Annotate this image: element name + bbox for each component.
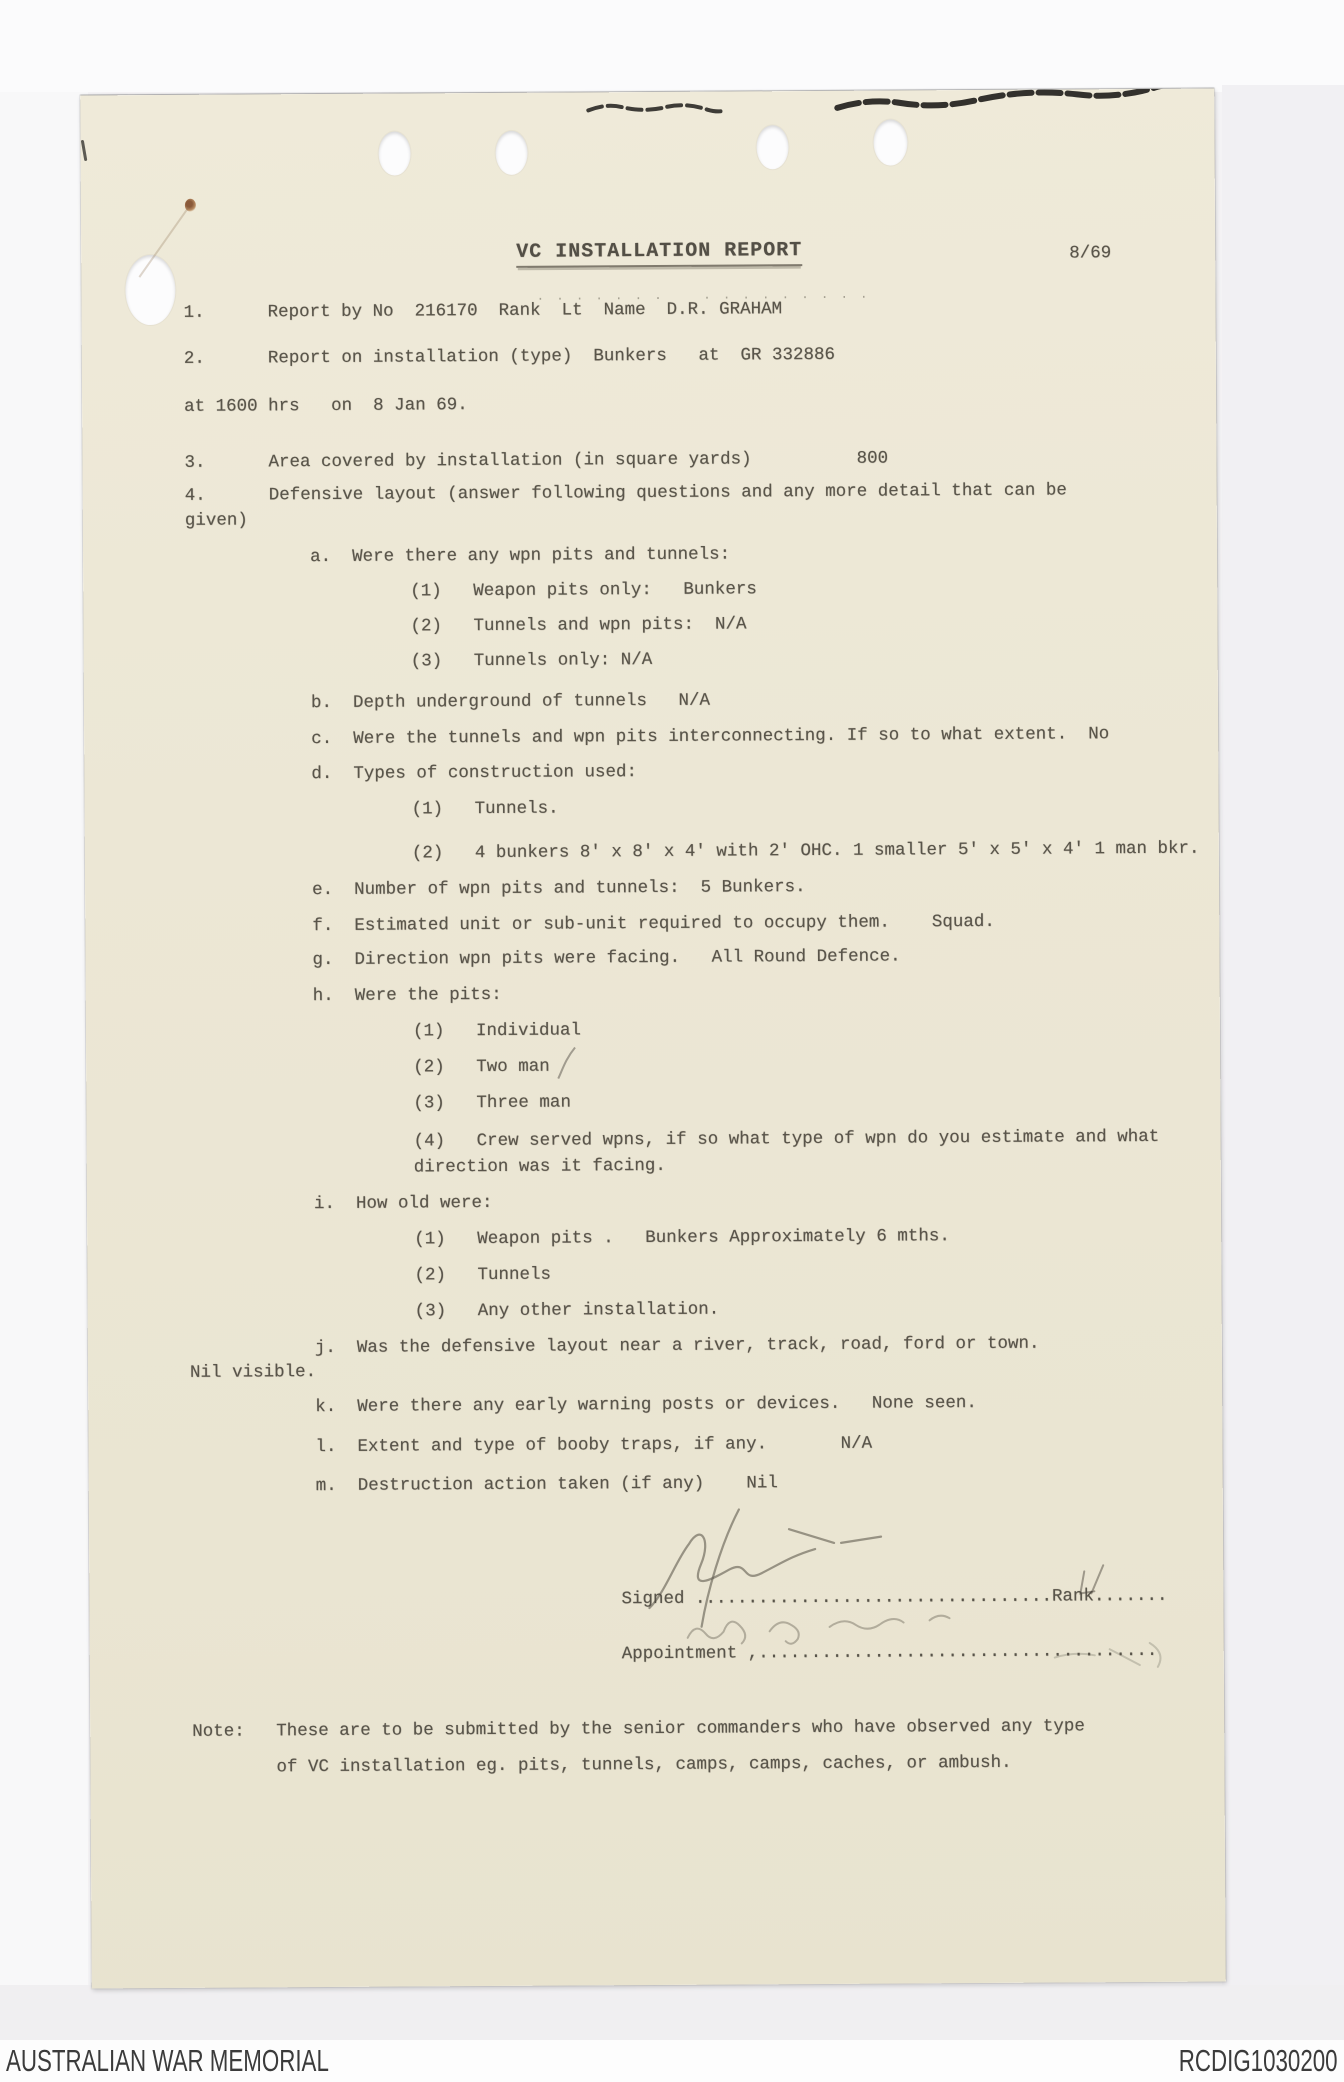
form-line-g: g. Direction wpn pits were facing. All Round Defence. <box>312 946 901 971</box>
page-reference: 8/69 <box>1069 243 1112 264</box>
form-line-a3: (3) Tunnels only: N/A <box>410 649 653 672</box>
two-man-tick-mark <box>558 1047 575 1078</box>
archive-footer-bar <box>0 2040 1344 2082</box>
form-line-h: h. Were the pits: <box>312 984 502 1007</box>
report-title: VC INSTALLATION REPORT <box>516 241 802 268</box>
hole-punch-icon <box>378 131 410 175</box>
form-line-j: j. Was the defensive layout near a river, track, road, ford or town. <box>314 1333 1040 1359</box>
form-line-c: c. Were the tunnels and wpn pits interconnecting. If so to what extent. No <box>311 724 1110 750</box>
signed-line: Signed ..................................Rank....... <box>621 1585 1168 1610</box>
handwriting-and-marks-layer <box>80 89 1226 1989</box>
scan-background-top <box>0 0 1344 92</box>
scan-background-right <box>1222 85 1344 1985</box>
form-line-d1: (1) Tunnels. <box>411 798 559 820</box>
note-line-2: of VC installation eg. pits, tunnels, camps, camps, caches, or ambush. <box>276 1752 1012 1778</box>
hole-punch-icon <box>125 255 175 325</box>
scanned-document-page <box>80 89 1226 1989</box>
appointment-handwriting <box>688 1616 950 1645</box>
archive-reference-id: RCDIG1030200 <box>1179 2043 1338 2078</box>
form-line-q1: 1. Report by No 216170 Rank Lt Name D.R. GRAHAM <box>183 299 783 323</box>
form-line-q4-cont: given) <box>184 510 248 531</box>
note-line-1: Note: These are to be submitted by the senior commanders who have observed any type <box>192 1716 1085 1742</box>
form-line-q3: 3. Area covered by installation (in square yards) 800 <box>184 448 889 473</box>
hole-punch-icon <box>495 131 527 175</box>
hole-punch-icon <box>873 119 907 165</box>
form-line-d2: (2) 4 bunkers 8' x 8' x 4' with 2' OHC. 1 smaller 5' x 5' x 4' 1 man bkr. <box>411 838 1200 864</box>
form-line-a1: (1) Weapon pits only: Bunkers <box>410 579 757 602</box>
signature-handwriting <box>649 1509 882 1627</box>
scan-background-left <box>0 92 88 1985</box>
form-line-k: k. Were there any early warning posts or devices. None seen. <box>315 1393 977 1418</box>
form-line-d: d. Types of construction used: <box>311 762 637 785</box>
form-line-l: l. Extent and type of booby traps, if any. N/A <box>315 1433 873 1458</box>
title-underline-artifact: . . . . . . . . . . . . . . . . <box>536 286 870 304</box>
form-line-e: e. Number of wpn pits and tunnels: 5 Bunkers. <box>312 877 806 901</box>
form-line-i3: (3) Any other installation. <box>414 1299 720 1322</box>
form-line-q2-cont: at 1600 hrs on 8 Jan 69. <box>184 395 468 417</box>
torn-edge-mark <box>82 89 1203 160</box>
appointment-line: Appointment ,...................................... <box>621 1640 1158 1665</box>
form-line-q4: 4. Defensive layout (answer following questions and any more detail that can be <box>184 480 1067 506</box>
form-line-a: a. Were there any wpn pits and tunnels: <box>309 544 731 568</box>
archive-source-label: AUSTRALIAN WAR MEMORIAL <box>6 2043 329 2078</box>
form-line-q2: 2. Report on installation (type) Bunkers at GR 332886 <box>183 344 835 369</box>
paper-stain <box>185 199 196 212</box>
form-line-a2: (2) Tunnels and wpn pits: N/A <box>410 614 747 637</box>
form-line-h2: (2) Two man <box>413 1056 550 1078</box>
form-line-b: b. Depth underground of tunnels N/A <box>310 690 711 714</box>
form-line-i: i. How old were: <box>313 1192 493 1215</box>
form-line-h3: (3) Three man <box>413 1092 571 1114</box>
form-line-m: m. Destruction action taken (if any) Nil <box>315 1473 778 1497</box>
hole-punch-icon <box>756 125 788 169</box>
form-line-f: f. Estimated unit or sub-unit required to occupy them. Squad. <box>312 911 995 937</box>
form-line-i1: (1) Weapon pits . Bunkers Approximately 6 mths. <box>414 1226 950 1250</box>
form-line-h4: (4) Crew served wpns, if so what type of wpn do you estimate and what <box>413 1126 1160 1152</box>
form-line-j-cont: Nil visible. <box>189 1362 317 1383</box>
form-line-i2: (2) Tunnels <box>414 1264 552 1286</box>
scan-background-bottom <box>0 1985 1344 2040</box>
form-line-h4-cont: direction was it facing. <box>413 1155 666 1178</box>
form-line-h1: (1) Individual <box>412 1020 582 1042</box>
